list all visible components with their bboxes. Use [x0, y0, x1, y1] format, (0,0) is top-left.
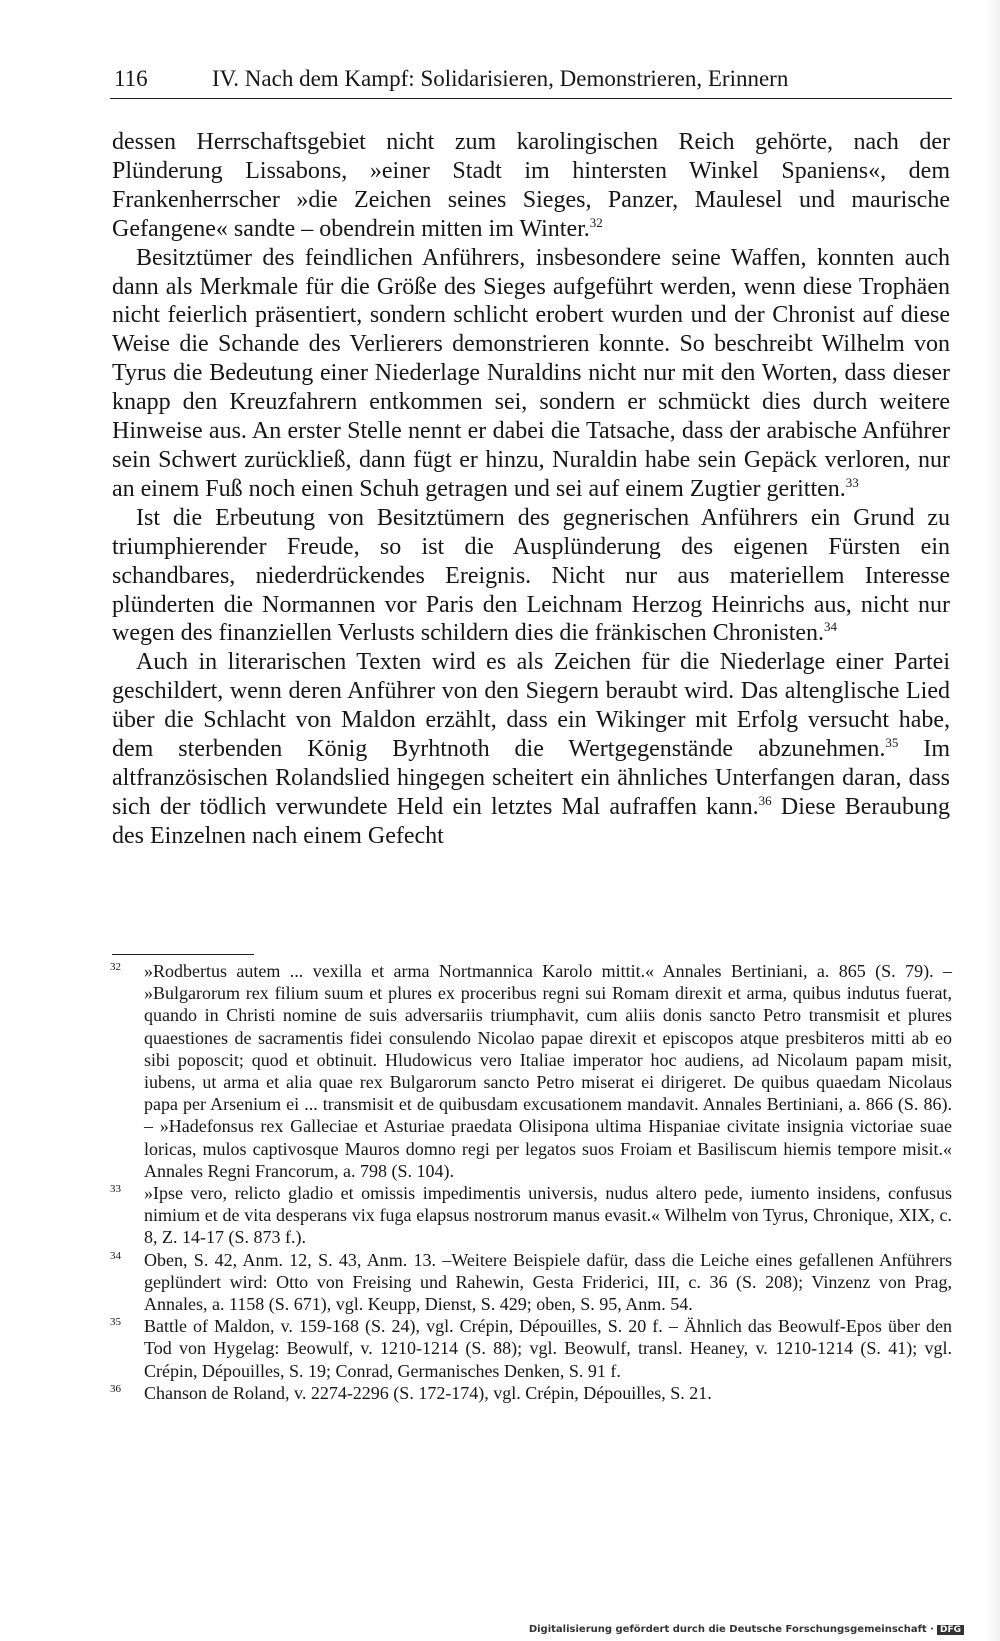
paragraph — [112, 648, 950, 850]
footnote-number: 33 — [110, 1183, 121, 1196]
footnote — [110, 1315, 952, 1382]
footnote-text: Battle of Maldon, v. 159-168 (S. 24), vgl. Crépin, Dépouilles, S. 20 f. – Ähnlich das Beowulf-Epos über den Tod von Hygelag: Beowulf, v. 1210-1214 (S. 88); vgl. Beowulf, transl. Heaney, v. 1210-1214 (S. 41); vgl. Crépin, Dépouilles, S. 19; Conrad, Germanisches Denken, S. 91 f. — [144, 1316, 952, 1381]
dfg-logo: DFG — [937, 1625, 964, 1635]
digitization-credit — [529, 1624, 964, 1635]
footnote-text: »Rodbertus autem ... vexilla et arma Nortmannica Karolo mittit.« Annales Bertiniani, a. 865 (S. 79). – »Bulgarorum rex filium suum et plures ex proceribus regni sui Romam direxit et arma, quibus indutus fuerat, quando in Christi nomine de suis adversariis triumphavit, cum aliis donis sancto Petro transmisit et plures quaestiones de sacramentis fidei consulendo Nicolao papae direxit et episcopos atque presbiteros mitti ab eo sibi poposcit; quod et obtinuit. Hludowicus vero Italiae imperator hoc audiens, ad Nicolaum papam misit, iubens, ut arma et alia quae rex Bulgarorum sancto Petro miserat ei dirigeret. De quibus quaedam Nicolaus papa per Arsenium ei ... transmisit et de quibusdam excusationem mandavit. Annales Bertiniani, a. 866 (S. 86). – »Hadefonsus rex Galleciae et Asturiae praedata Olisipona ultima Hispaniae civitate insignia victoriae suae loricas, mulos captivosque Mauros domno regi per legatos suos Froiam et Basiliscum hiemis tempore misit.« Annales Regni Francorum, a. 798 (S. 104). — [144, 961, 952, 1181]
page-edge — [986, 0, 1000, 1641]
paragraph-text: Auch in literarischen Texten wird es als Zeichen für die Niederlage einer Partei geschildert, wenn deren Anführer von den Siegern beraubt wird. Das altenglische Lied über die Schlacht von Maldon erzählt, dass ein Wikinger mit Erfolg versucht habe, dem sterbenden König Byrhtnoth die Wertgegenstände abzunehmen. — [112, 649, 950, 763]
paragraph — [112, 504, 950, 649]
footnotes — [110, 960, 952, 1404]
running-header — [110, 64, 952, 99]
paragraph-text: dessen Herrschaftsgebiet nicht zum karolingischen Reich gehörte, nach der Plünderung Lissabons, »einer Stadt im hintersten Winkel Spaniens«, dem Frankenherrscher »die Zeichen seines Sieges, Panzer, Maulesel und maurische Gefangene« sandte – obendrein mitten im Winter. — [112, 129, 950, 242]
footnote-ref: 33 — [845, 474, 859, 490]
footnote — [110, 960, 952, 1182]
footnote-number: 32 — [110, 961, 121, 973]
paragraph-text: Besitztümer des feindlichen Anführers, insbesondere seine Waffen, konnten auch dann als Merkmale für die Größe des Sieges aufgeführt werden, wenn diese Trophäen nicht feierlich präsentiert, sondern schlicht erobert wurden und der Chronist auf diese Weise die Schande des Verlierers demonstrieren konnte. So beschreibt Wilhelm von Tyrus die Bedeutung einer Niederlage Nuraldins nicht nur mit den Worten, dass dieser knapp den Kreuzfahrern entkommen sei, sondern er schmückt dies durch weitere Hinweise aus. An erster Stelle nennt er dabei die Tatsache, dass der arabische Anführer sein Schwert zurückließ, dann fügt er hinzu, Nuraldin habe sein Gepäck verloren, nur an einem Fuß noch einen Schuh getragen und sei auf einem Zugtier geritten. — [112, 244, 950, 502]
paragraph-text: Im altfranzösischen Rolandslied hingegen scheitert ein ähnliches Unterfangen daran, dass sich der tödlich verwundete Held ein letztes Mal aufraffen kann. — [112, 736, 950, 820]
footnote-text: Chanson de Roland, v. 2274-2296 (S. 172-174), vgl. Crépin, Dépouilles, S. 21. — [144, 1382, 712, 1403]
footnote — [110, 1382, 952, 1404]
paragraph — [112, 244, 950, 504]
footnote-number: 36 — [110, 1382, 121, 1395]
footnote-text: »Ipse vero, relicto gladio et omissis impedimentis universis, nudus altero pede, iumento insidens, confusus nimium et de vita desperans vix fuga elapsus nostrorum manus evasit.« Wilhelm von Tyrus, Chronique, XIX, c. 8, Z. 14-17 (S. 873 f.). — [144, 1183, 952, 1248]
main-text — [112, 128, 950, 851]
credit-text: Digitalisierung gefördert durch die Deutsche Forschungsgemeinschaft · — [528, 1624, 934, 1635]
footnote-number: 35 — [110, 1316, 121, 1329]
paragraph — [112, 128, 950, 244]
footnote-ref: 32 — [589, 214, 603, 230]
footnote — [110, 1182, 952, 1249]
footnote-text: Oben, S. 42, Anm. 12, S. 43, Anm. 13. –Weitere Beispiele dafür, dass die Leiche eines gefallenen Anführers geplündert wird: Otto von Freising und Rahewin, Gesta Friderici, III, c. 36 (S. 208); Vinzenz von Prag, Annales, a. 1158 (S. 671), vgl. Keupp, Dienst, S. 429; oben, S. 95, Anm. 54. — [144, 1249, 952, 1315]
footnote-separator — [112, 954, 254, 955]
running-title: IV. Nach dem Kampf: Solidarisieren, Demonstrieren, Erinnern — [212, 66, 789, 91]
paragraph-text: Diese Beraubung des Einzelnen nach einem Gefecht — [112, 793, 950, 849]
footnote-ref: 34 — [824, 619, 838, 635]
footnote-ref: 36 — [758, 792, 772, 808]
footnote — [110, 1249, 952, 1316]
footnote-ref: 35 — [885, 735, 899, 751]
paragraph-text: Ist die Erbeutung von Besitztümern des gegnerischen Anführers ein Grund zu triumphierender Freude, so ist die Ausplünderung des eigenen Fürsten ein schandbares, niederdrückendes Ereignis. Nicht nur aus materiellem Interesse plünderten die Normannen vor Paris den Leichnam Herzog Heinrichs aus, nicht nur wegen des finanziellen Verlusts schildern dies die fränkischen Chronisten. — [112, 504, 950, 647]
page-number: 116 — [114, 66, 148, 91]
footnote-number: 34 — [110, 1249, 121, 1262]
